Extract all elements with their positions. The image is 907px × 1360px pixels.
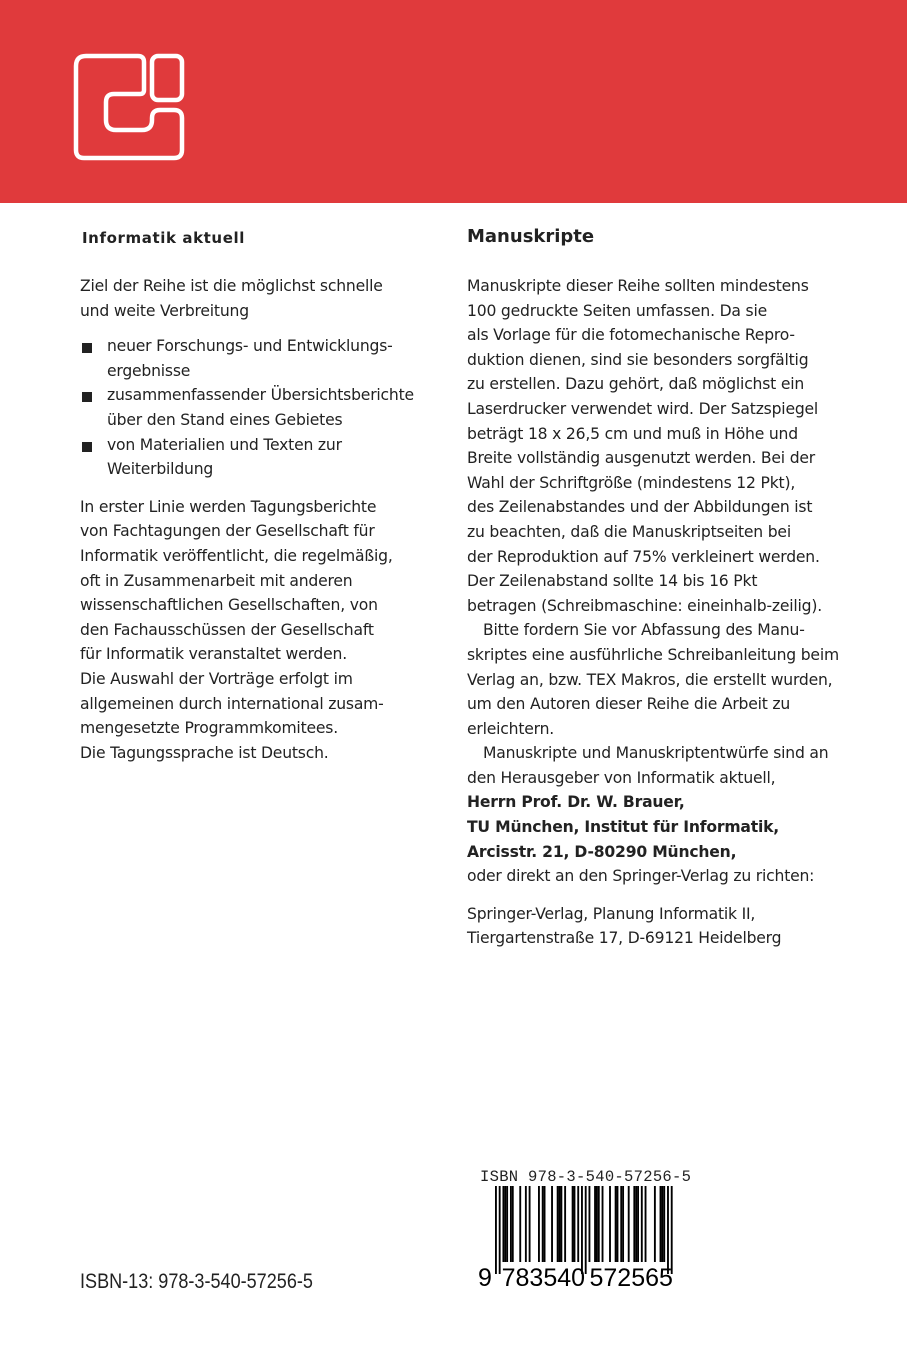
barcode-bar (660, 1186, 662, 1262)
barcode-bar (622, 1186, 624, 1262)
barcode-bar (633, 1186, 635, 1262)
barcode-bar (671, 1186, 673, 1274)
series-title: Informatik aktuell (82, 229, 245, 247)
left-column (80, 274, 414, 765)
bullet-text: zusammenfassender Übersichtsberichte (107, 386, 414, 405)
body-line: Die Auswahl der Vorträge erfolgt im (80, 669, 353, 688)
barcode-bar (645, 1186, 647, 1262)
body-line: den Fachausschüssen der Gesellschaft (80, 620, 374, 639)
text-line: Bitte fordern Sie vor Abfassung des Manu- (483, 621, 805, 640)
barcode-bar (598, 1186, 600, 1262)
barcode-bar (581, 1186, 583, 1274)
text-line: Verlag an, bzw. TEX Makros, die erstellt wurden, (467, 670, 833, 689)
text-line: der Reproduktion auf 75% verkleinert werden. (467, 547, 820, 566)
body-line: allgemeinen durch international zusam- (80, 694, 384, 713)
barcode-bar (506, 1186, 508, 1262)
body-line: mengesetzte Programmkomitees. (80, 719, 338, 738)
barcode-bar (519, 1186, 521, 1262)
barcode-bar (577, 1186, 579, 1262)
body-line: von Fachtagungen der Gesellschaft für (80, 522, 375, 541)
text-line: Breite vollständig ausgenutzt werden. Bei der (467, 449, 816, 468)
text-line: skriptes eine ausführliche Schreibanleitung beim (467, 645, 839, 664)
body-line: In erster Linie werden Tagungsberichte (80, 497, 377, 516)
barcode-bar (574, 1186, 576, 1262)
bullet-item (80, 383, 414, 432)
springer-informatik-logo-icon (72, 52, 188, 164)
manuscripts-title: Manuskripte (467, 226, 595, 247)
barcode-bar (602, 1186, 604, 1262)
barcode-bar (495, 1186, 497, 1274)
barcode-bar (596, 1186, 598, 1262)
barcode-isbn-label: ISBN 978-3-540-57256-5 (480, 1168, 692, 1186)
barcode-bar (663, 1186, 665, 1262)
barcode-bar (538, 1186, 540, 1262)
barcode-bar (542, 1186, 544, 1262)
body-line: wissenschaftlichen Gesellschaften, von (80, 596, 378, 615)
barcode-bar (609, 1186, 611, 1262)
body-line: Die Tagungssprache ist Deutsch. (80, 743, 329, 762)
barcode-bar (560, 1186, 562, 1262)
text-line: des Zeilenabstandes und der Abbildungen ist (467, 498, 813, 517)
text-line: zu erstellen. Dazu gehört, daß möglichst ein (467, 375, 805, 394)
barcode-bar (529, 1186, 531, 1262)
text-line: als Vorlage für die fotomechanische Repro- (467, 326, 795, 345)
bullet-square-icon (82, 392, 92, 402)
bullet-text: ergebnisse (107, 361, 191, 380)
barcode-digits: 572565 (589, 1264, 673, 1292)
text-line: TU München, Institut für Informatik, (467, 818, 780, 837)
barcode-bar (628, 1186, 630, 1262)
barcode-bar (512, 1186, 514, 1262)
text-line: Laserdrucker verwendet wird. Der Satzspiegel (467, 399, 819, 418)
barcode-bar (502, 1186, 504, 1262)
left-body (80, 495, 414, 766)
text-line: Manuskripte dieser Reihe sollten mindestens (467, 277, 809, 295)
bullet-text: von Materialien und Texten zur (107, 435, 342, 454)
text-line: oder direkt an den Springer-Verlag zu richten: (467, 867, 815, 886)
barcode-bar (594, 1186, 596, 1262)
barcode-bar (557, 1186, 559, 1262)
bullet-square-icon (82, 442, 92, 452)
right-column (467, 274, 839, 951)
barcode-bar (641, 1186, 643, 1262)
barcode-bar (617, 1186, 619, 1262)
barcode-bar (510, 1186, 512, 1262)
text-line: duktion dienen, sind sie besonders sorgfältig (467, 350, 809, 369)
ean-barcode (478, 1186, 688, 1296)
text-line: Der Zeilenabstand sollte 14 bis 16 Pkt (467, 572, 758, 591)
barcode-bar (551, 1186, 553, 1262)
barcode-digits: 783540 (501, 1264, 586, 1292)
bullet-text: über den Stand eines Gebietes (107, 410, 343, 429)
address-line: Tiergartenstraße 17, D-69121 Heidelberg (467, 929, 782, 948)
text-line: Herrn Prof. Dr. W. Brauer, (467, 793, 685, 812)
intro-line: Ziel der Reihe ist die möglichst schnelle (80, 277, 383, 295)
text-line: Wahl der Schriftgröße (mindestens 12 Pkt), (467, 473, 796, 492)
barcode-bar (615, 1186, 617, 1262)
intro-line: und weite Verbreitung (80, 301, 249, 320)
bullet-item (80, 334, 414, 383)
bullet-square-icon (82, 343, 92, 353)
isbn-13: ISBN-13: 978-3-540-57256-5 (80, 1270, 313, 1293)
barcode-bar (564, 1186, 566, 1262)
text-line: den Herausgeber von Informatik aktuell, (467, 768, 776, 787)
text-line: Manuskripte und Manuskriptentwürfe sind an (483, 744, 829, 763)
barcode-bar (635, 1186, 637, 1262)
text-line: 100 gedruckte Seiten umfassen. Da sie (467, 301, 767, 320)
barcode-bar (637, 1186, 639, 1262)
text-line: zu beachten, daß die Manuskriptseiten bei (467, 522, 791, 541)
address-line: Springer-Verlag, Planung Informatik II, (467, 904, 756, 923)
body-line: für Informatik veranstaltet werden. (80, 645, 347, 664)
barcode-bar (499, 1186, 501, 1274)
barcode-bar (589, 1186, 591, 1262)
barcode-bar (559, 1186, 561, 1262)
barcode-bar (525, 1186, 527, 1262)
text-line: um den Autoren dieser Reihe die Arbeit zu (467, 695, 791, 714)
text-line: erleichtern. (467, 719, 555, 738)
text-line: beträgt 18 x 26,5 cm und muß in Höhe und (467, 424, 798, 443)
barcode-bar (572, 1186, 574, 1262)
barcode-bar (544, 1186, 546, 1262)
body-line: oft in Zusammenarbeit mit anderen (80, 571, 353, 590)
barcode-bar (654, 1186, 656, 1262)
barcode-bar (620, 1186, 622, 1262)
bullet-text: neuer Forschungs- und Entwicklungs- (107, 337, 393, 356)
text-line: Arcisstr. 21, D-80290 München, (467, 842, 737, 861)
bullet-item (80, 433, 414, 482)
body-line: Informatik veröffentlicht, die regelmäßig, (80, 546, 393, 565)
barcode-digits: 9 (478, 1264, 492, 1292)
barcode-bar (667, 1186, 669, 1274)
barcode-bar (504, 1186, 506, 1262)
text-line: betragen (Schreibmaschine: eineinhalb-zeilig). (467, 596, 823, 615)
barcode-bar (661, 1186, 663, 1262)
bullet-text: Weiterbildung (107, 460, 214, 479)
manuscript-text (467, 274, 839, 889)
barcode-bar (585, 1186, 587, 1274)
